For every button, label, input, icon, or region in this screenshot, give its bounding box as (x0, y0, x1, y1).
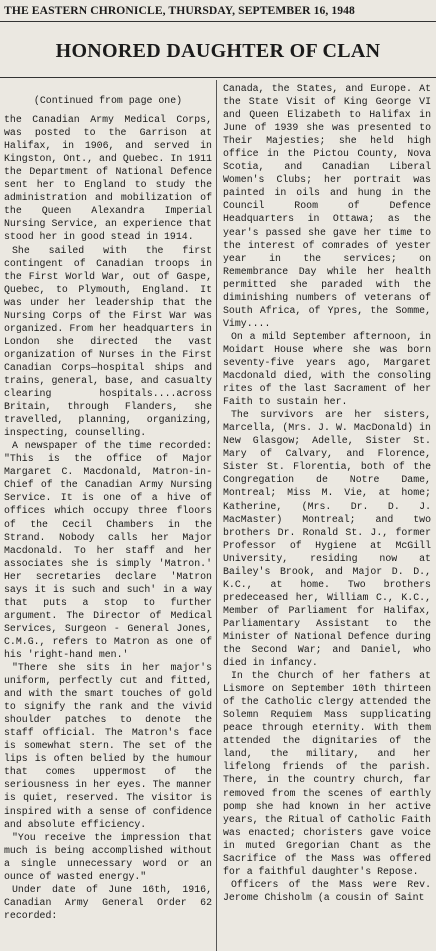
right-column (223, 82, 431, 951)
paragraph: She sailed with the first contingent of Canadian troops in the First World War, out of Gaspe, Quebec, to Plymouth, England. It was under her leadership that the Nursing Corps of the First War was organized. From her headquarters in London she directed the vast organization of Nurses in the First Canadian Corps—hospital ships and trains, general, base, and casualty clearing hospitals....across Britain, through Flanders, she travelled, planning, organizing, inspecting, counselling. (4, 244, 212, 439)
headline: HONORED DAUGHTER OF CLAN (0, 24, 436, 78)
paragraph: "You receive the impression that much is being accomplished without a single unnecessary word or an ounce of wasted energy." (4, 831, 212, 882)
masthead: THE EASTERN CHRONICLE, THURSDAY, SEPTEMBER 16, 1948 (0, 0, 436, 22)
paragraph: Canada, the States, and Europe. At the State Visit of King George VI and Queen Elizabeth to Halifax in June of 1939 she was presented to Their Majesties; she held high office in the Pictou County, Nova Scotia, and Canadian Liberal Women's Clubs; her portrait was painted in oils and hung in the Council Room of Defence Headquarters in Ottawa; as the year's passed she gave her time to the interest of comrades of yester year in the services; on Remembrance Day while her health permitted she paraded with the diminishing numbers of veterans of South Africa, of Ypres, the Somme, Vimy.... (223, 83, 431, 329)
paragraph: Under date of June 16th, 1916, Canadian Army General Order 62 recorded: (4, 883, 212, 921)
paragraph: In the Church of her fathers at Lismore on September 10th thirteen of the Catholic clergy attended the Solemn Requiem Mass supplicating peace through eternity. With them attended the dignitaries of the land, the military, and her lifelong friends of the parish. There, in the country church, far removed from the scenes of earthly pomp she had known in her active years, the Ritual of Catholic Faith was enacted; choristers gave voice in muted Gregorian Chant as the Sacrifice of the Mass was offered for a faithful daughter's Repose. (223, 670, 431, 877)
paragraph: the Canadian Army Medical Corps, was posted to the Garrison at Halifax, in 1906, and served in Kingston, Ont., and Quebec. In 1911 the Department of National Defence sent her to England to study the administration and mobilization of the Queen Alexandra Imperial Nursing Service, an experience that stood her in good stead in 1914. (4, 114, 212, 243)
continued-note: (Continued from page one) (33, 95, 183, 106)
paragraph: "There she sits in her major's uniform, perfectly cut and fitted, and with the smart touches of gold to signify the rank and the vivid shoulder patches to denote the staff official. The Matron's face is somewhat stern. The set of the lips is often belied by the humour that comes uppermost of the seriousness in her eyes. The manner is quiet, reserved. The visitor is inspired with a sense of confidence and absolute efficiency. (4, 662, 212, 830)
paragraph: The survivors are her sisters, Marcella, (Mrs. J. W. MacDonald) in New Glasgow; Adelle, Sister St. Mary of Calvary, and Florence, Sister St. Florentia, both of the Congregation de Notre Dame, Montreal; Miss M. Vie, at home; Katherine, (Mrs. Dr. D. J. MacMaster) Montreal; and two brothers Dr. Ronald St. J., former Professor of Hygiene at McGill University, residing now at Bailey's Brook, and Major D. D., K.C., at home. Two brothers predeceased her, William C., K.C., Member of Parliament for Halifax, Parliamentary Assistant to the Minister of National Defence during the Second War; and Daniel, who died in infancy. (223, 409, 431, 669)
left-column (4, 82, 212, 951)
paragraph: A newspaper of the time recorded: "This is the office of Major Margaret C. Macdonald, Matron-in-Chief of the Canadian Army Nursing Service. It is one of a hive of offices which occupy three floors of the Cecil Chambers in the Strand. Nobody calls her Major Macdonald. To her staff and her associates she is simply 'Matron.' Her secretaries declare 'Matron says it is such and such' in a way that puts a stop to further argument. The Director of Medical Services, Surgeon - General Jones, C.M.G., refers to Matron as one of his 'right-hand men.' (4, 440, 212, 660)
paragraph: On a mild September afternoon, in Moidart House where she was born seventy-five years ago, Margaret Macdonald died, with the consoling rites of the last Sacrament of her Faith to sustain her. (223, 330, 431, 408)
paragraph: Officers of the Mass were Rev. Jerome Chisholm (a cousin of Saint (223, 878, 431, 903)
column-divider (216, 80, 217, 951)
